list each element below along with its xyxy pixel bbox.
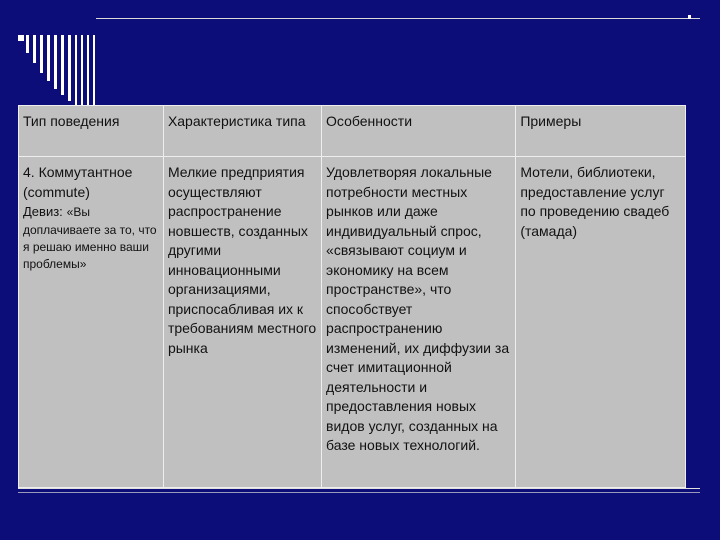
examples-text: Мотели, библиотеки, предоставление услуг по проведению свадеб (тамада) (520, 164, 670, 239)
bottom-rule (18, 488, 700, 489)
characteristic-text: Мелкие предприятия осуществляют распространение новшеств, созданных другими инновационными организациями, приспосабливая их к требованиям местного рынка (167, 164, 317, 356)
header-features-label: Особенности (326, 113, 413, 129)
decorative-stripes (18, 35, 98, 105)
top-rule (96, 18, 700, 19)
motto-text-start: «Вы (66, 205, 90, 219)
type-english: (commute) (23, 183, 90, 200)
corner-mark (688, 15, 691, 19)
header-characteristic-label: Характеристика типа (167, 113, 306, 129)
header-cell-characteristic (163, 106, 321, 157)
type-name: 4. Коммутантное (23, 164, 133, 180)
table-row (19, 157, 686, 488)
header-cell-type (19, 106, 164, 157)
features-text: Удовлетворяя локальные потребности местных рынков или даже индивидуальный спрос, «связывают социум и экономику на всем пространстве», что способствует распространению изменений, их диффузии за счет имитационной деятельности и предоставления новых видов услуг, созданных на базе новых технологий. (326, 164, 510, 453)
behavior-table (18, 105, 686, 488)
table-header-row (19, 106, 686, 157)
motto-label: Девиз: (23, 204, 63, 219)
motto-text: доплачиваете за то, что я решаю именно ваши проблемы» (23, 222, 157, 271)
cell-examples (516, 157, 686, 488)
header-cell-examples (516, 106, 686, 157)
cell-features (322, 157, 516, 488)
cell-type (19, 157, 164, 488)
bottom-rule-shadow (18, 492, 700, 493)
header-cell-features (322, 106, 516, 157)
cell-characteristic (163, 157, 321, 488)
header-type-label: Тип поведения (23, 113, 120, 129)
header-examples-label: Примеры (520, 113, 582, 129)
